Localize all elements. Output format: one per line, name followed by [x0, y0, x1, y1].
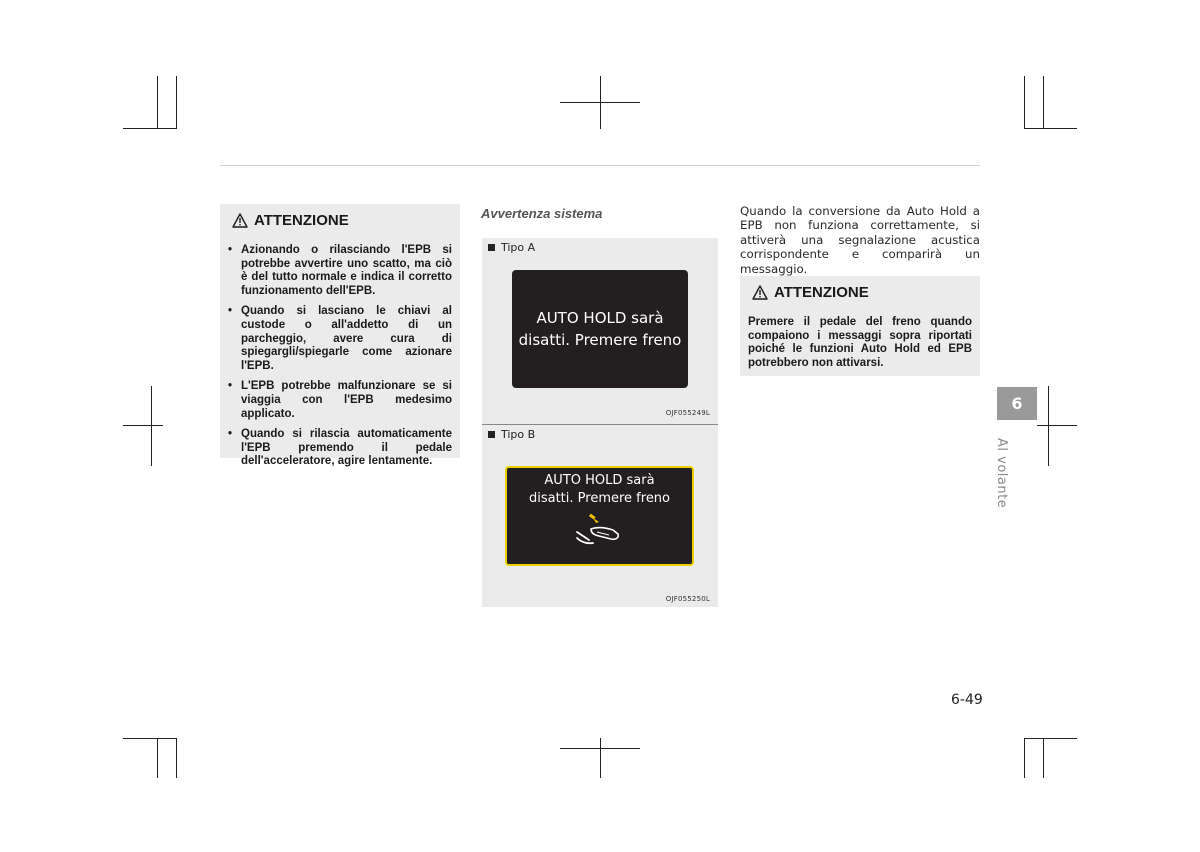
figure-a-box: [482, 238, 718, 424]
chapter-name: Al volante: [994, 438, 1009, 509]
header-rule: [220, 165, 980, 166]
list-item: • Azionando o rilasciando l'EPB si potrebbe avvertire uno scatto, ma ciò è del tutto normale e indica il corretto funzionamento dell'EPB.: [228, 244, 452, 298]
page-number: 6-49: [951, 692, 983, 708]
display-a-line1: AUTO HOLD sarà: [536, 309, 664, 327]
figure-b-box: [482, 425, 718, 607]
right-caution-text: Premere il pedale del freno quando compaiono i messaggi sopra riportati poiché le funzioni Auto Hold ed EPB potrebbero non attivarsi.: [748, 316, 972, 369]
display-screen-a: [512, 270, 688, 388]
display-a-line2: disatti. Premere freno: [518, 331, 682, 349]
left-caution-header: [232, 212, 349, 229]
right-paragraph: Quando la conversione da Auto Hold a EPB non funziona correttamente, si attiverà una segnalazione acustica corrispondente e comparirà un messaggio.: [740, 204, 980, 276]
square-bullet-icon: [488, 244, 495, 251]
list-item: • L'EPB potrebbe malfunzionare se si viaggia con l'EPB medesimo applicato.: [228, 380, 452, 421]
left-caution-title: ATTENZIONE: [254, 212, 349, 229]
display-b-line2: disatti. Premere freno: [528, 491, 671, 506]
left-caution-box: [220, 204, 460, 468]
chapter-tab: 6: [997, 387, 1037, 420]
figure-a-label-text: Tipo A: [501, 241, 536, 254]
warning-triangle-icon: [752, 285, 768, 300]
section-title: Avvertenza sistema: [481, 206, 603, 221]
right-caution-box: [740, 276, 980, 376]
right-caution-header: [752, 284, 869, 301]
left-caution-list: [228, 244, 452, 476]
figure-b-label: [488, 428, 535, 441]
figure-b-code: OJF055250L: [665, 595, 710, 603]
display-screen-b: [505, 466, 694, 566]
square-bullet-icon: [488, 431, 495, 438]
brake-pedal-icon: [571, 512, 631, 552]
display-b-line1: AUTO HOLD sarà: [544, 473, 655, 488]
figure-a-label: [488, 241, 535, 254]
warning-triangle-icon: [232, 213, 248, 228]
list-item: • Quando si rilascia automaticamente l'EPB premendo il pedale dell'acceleratore, agire lentamente.: [228, 428, 452, 469]
figure-a-code: OJF055249L: [665, 409, 710, 417]
figure-b-label-text: Tipo B: [501, 428, 536, 441]
right-caution-title: ATTENZIONE: [774, 284, 869, 301]
list-item: • Quando si lasciano le chiavi al custode o all'addetto di un parcheggio, avere cura di spiegargli/spiegarle come azionare l'EPB.: [228, 305, 452, 373]
